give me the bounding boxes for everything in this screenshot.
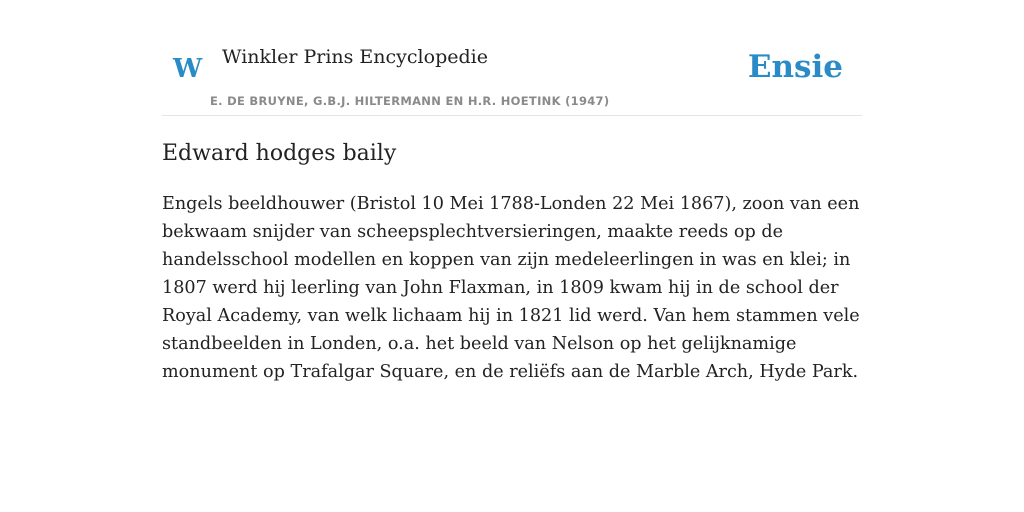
book-logo[interactable]: W (173, 54, 203, 84)
source-header (162, 40, 862, 116)
ensie-logo[interactable]: Ensie (747, 49, 843, 85)
article-card (162, 40, 862, 386)
entry-title: Edward hodges baily (162, 141, 397, 166)
book-authors: E. DE BRUYNE, G.B.J. HILTERMANN EN H.R. HOETINK (1947) (210, 94, 610, 108)
book-title[interactable]: Winkler Prins Encyclopedie (222, 46, 488, 68)
entry-body: Engels beeldhouwer (Bristol 10 Mei 1788-Londen 22 Mei 1867), zoon van een bekwaam snijder van scheepsplechtversieringen, maakte reeds op de handelsschool modellen en koppen van zijn medeleerlingen in was en klei; in 1807 werd hij leerling van John Flaxman, in 1809 kwam hij in de school der Royal Academy, van welk lichaam hij in 1821 lid werd. Van hem stammen vele standbeelden in Londen, o.a. het beeld van Nelson op het gelijknamige monument op Trafalgar Square, en de reliëfs aan de Marble Arch, Hyde Park. (162, 194, 860, 382)
